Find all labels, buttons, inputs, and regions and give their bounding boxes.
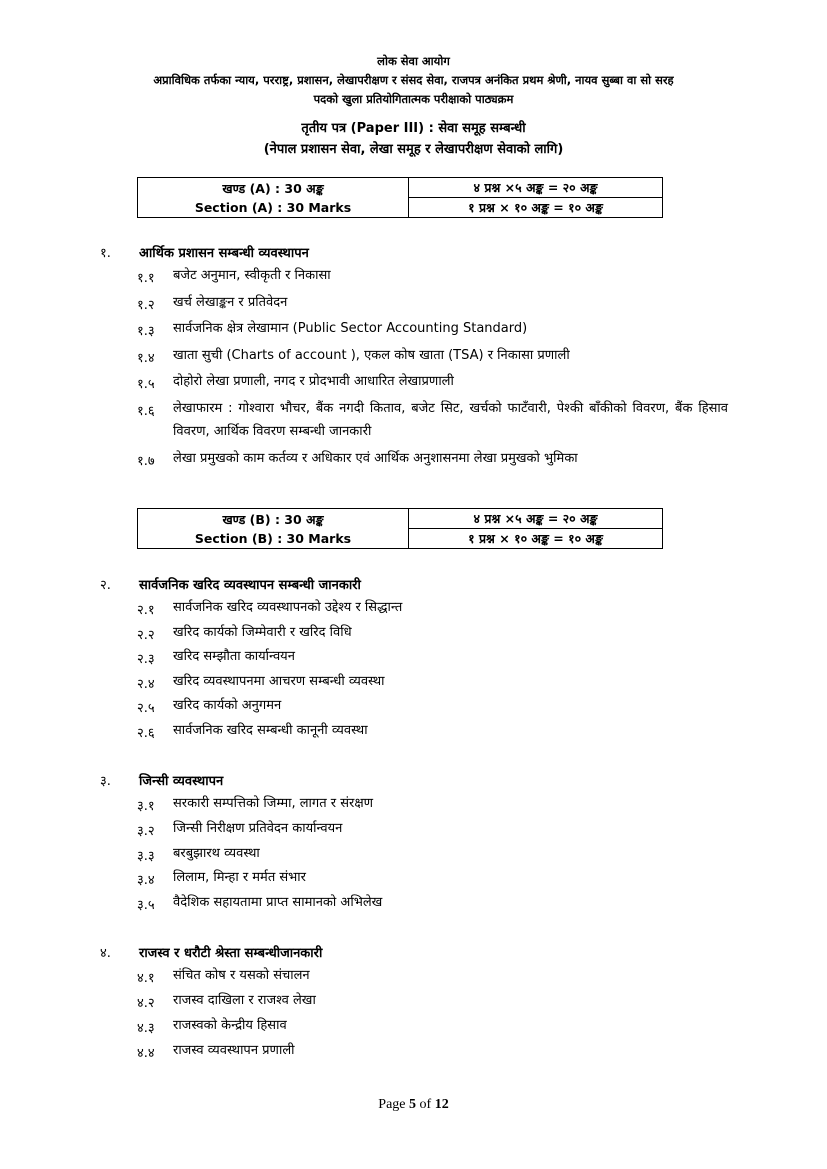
- item-number: २.५: [137, 701, 155, 716]
- topic-4-number: ४.: [100, 946, 111, 961]
- header-commission-name: लोक सेवा आयोग: [377, 54, 450, 68]
- list-item: बजेट अनुमान, स्वीकृती र निकासा: [173, 268, 331, 283]
- item-number: १.१: [137, 271, 155, 286]
- list-item: सरकारी सम्पत्तिको जिम्मा, लागत र संरक्षण: [173, 796, 374, 811]
- topic-2-number: २.: [100, 578, 111, 593]
- item-number: ४.१: [137, 971, 155, 986]
- item-number: ३.२: [137, 824, 155, 839]
- section-a-label-np: खण्ड (A) : 30 अङ्क: [222, 180, 324, 196]
- document-header: [60, 52, 767, 109]
- section-a-marks-table: [137, 177, 663, 218]
- list-item: राजस्व दाखिला र राजश्व लेखा: [173, 993, 316, 1008]
- item-number: ३.५: [137, 898, 155, 913]
- list-item: सार्वजनिक क्षेत्र लेखामान (Public Sector Accounting Standard): [173, 321, 528, 336]
- list-item: खरिद कार्यको जिम्मेवारी र खरिद विधि: [173, 625, 352, 640]
- item-number: ३.१: [137, 799, 155, 814]
- header-service-line: अप्राविधिक तर्फका न्याय, परराष्ट्र, प्रशासन, लेखापरीक्षण र संसद सेवा, राजपत्र अनंकित प्रथम श्रेणी, नायव सुब्बा वा सो सरह: [153, 73, 674, 87]
- list-item: लेखा प्रमुखको काम कर्तव्य र अधिकार एवं आर्थिक अनुशासनमा लेखा प्रमुखको भुमिका: [173, 451, 578, 466]
- paper-title: तृतीय पत्र (Paper III) : सेवा समूह सम्बन्धी: [301, 121, 526, 136]
- item-number: २.२: [137, 628, 155, 643]
- page-footer: [0, 1097, 827, 1113]
- section-b-label-cell: [138, 509, 409, 549]
- item-number: २.१: [137, 603, 155, 618]
- section-a-label-cell: [138, 178, 409, 218]
- list-item: राजस्व व्यवस्थापन प्रणाली: [173, 1043, 295, 1058]
- section-a-label-en: Section (A) : 30 Marks: [194, 199, 352, 215]
- item-number: २.४: [137, 677, 155, 692]
- section-a-row1: ४ प्रश्न ×५ अङ्क = २० अङ्क: [409, 178, 663, 198]
- item-number: १.४: [137, 351, 155, 366]
- section-b-marks-table: [137, 508, 663, 549]
- section-b-label-en: Section (B) : 30 Marks: [194, 530, 352, 546]
- item-number: १.७: [137, 454, 155, 469]
- topic-3-number: ३.: [100, 774, 111, 789]
- topic-2-title: सार्वजनिक खरिद व्यवस्थापन सम्बन्धी जानकारी: [139, 578, 361, 593]
- item-number: १.५: [137, 377, 155, 392]
- list-item: खरिद व्यवस्थापनमा आचरण सम्बन्धी व्यवस्था: [173, 674, 385, 689]
- list-item: खर्च लेखाङ्कन र प्रतिवेदन: [173, 295, 288, 310]
- topic-1-number: १.: [100, 246, 111, 261]
- footer-page-total: 12: [434, 1097, 449, 1112]
- topic-4-title: राजस्व र धरौटी श्रेस्ता सम्बन्धीजानकारी: [139, 946, 323, 961]
- section-b-row2: १ प्रश्न × १० अङ्क = १० अङ्क: [409, 529, 663, 549]
- list-item: बरबुझारथ व्यवस्था: [173, 846, 260, 861]
- list-item: खाता सुची (Charts of account ), एकल कोष खाता (TSA) र निकासा प्रणाली: [173, 348, 570, 363]
- header-exam-line: पदको खुला प्रतियोगितात्मक परीक्षाको पाठ्यक्रम: [313, 92, 514, 106]
- footer-of-word: of: [419, 1097, 432, 1112]
- list-item: संचित कोष र यसको संचालन: [173, 968, 310, 983]
- topic-1-title: आर्थिक प्रशासन सम्बन्धी व्यवस्थापन: [139, 246, 309, 261]
- list-item: जिन्सी निरीक्षण प्रतिवेदन कार्यान्वयन: [173, 821, 343, 836]
- item-number: ३.४: [137, 873, 155, 888]
- paper-subtitle: (नेपाल प्रशासन सेवा, लेखा समूह र लेखापरीक्षण सेवाको लागि): [263, 142, 564, 157]
- list-item: खरिद सम्झौता कार्यान्वयन: [173, 649, 295, 664]
- section-b-row1: ४ प्रश्न ×५ अङ्क = २० अङ्क: [409, 509, 663, 529]
- list-item: वैदेशिक सहायतामा प्राप्त सामानको अभिलेख: [173, 895, 383, 910]
- list-item: लेखाफारम : गोश्वारा भौचर, बैंक नगदी किताव, बजेट सिट, खर्चको फाटँवारी, पेश्की बाँकीको विवरण, बैंक हिसाव विवरण, आर्थिक विवरण सम्बन्धी जानकारी: [173, 401, 728, 439]
- footer-page-word: Page: [378, 1097, 406, 1112]
- list-item: लिलाम, मिन्हा र मर्मत संभार: [173, 870, 306, 885]
- item-number: ४.२: [137, 996, 155, 1011]
- topic-3-title: जिन्सी व्यवस्थापन: [139, 774, 224, 789]
- item-number: १.२: [137, 298, 155, 313]
- section-b-label-np: खण्ड (B) : 30 अङ्क: [222, 511, 324, 527]
- item-number: ३.३: [137, 849, 155, 864]
- item-number: २.३: [137, 652, 155, 667]
- list-item: दोहोरो लेखा प्रणाली, नगद र प्रोदभावी आधारित लेखाप्रणाली: [173, 374, 454, 389]
- item-number: २.६: [137, 726, 155, 741]
- item-number: १.६: [137, 404, 155, 419]
- item-number: ४.४: [137, 1046, 155, 1061]
- list-item: सार्वजनिक खरिद सम्बन्धी कानूनी व्यवस्था: [173, 723, 368, 738]
- list-item: राजस्वको केन्द्रीय हिसाव: [173, 1018, 287, 1033]
- footer-page-current: 5: [409, 1097, 417, 1112]
- list-item: सार्वजनिक खरिद व्यवस्थापनको उद्देश्य र सिद्धान्त: [173, 600, 403, 615]
- item-number: ४.३: [137, 1021, 155, 1036]
- list-item: खरिद कार्यको अनुगमन: [173, 698, 282, 713]
- item-number: १.३: [137, 324, 155, 339]
- section-a-row2: १ प्रश्न × १० अङ्क = १० अङ्क: [409, 198, 663, 218]
